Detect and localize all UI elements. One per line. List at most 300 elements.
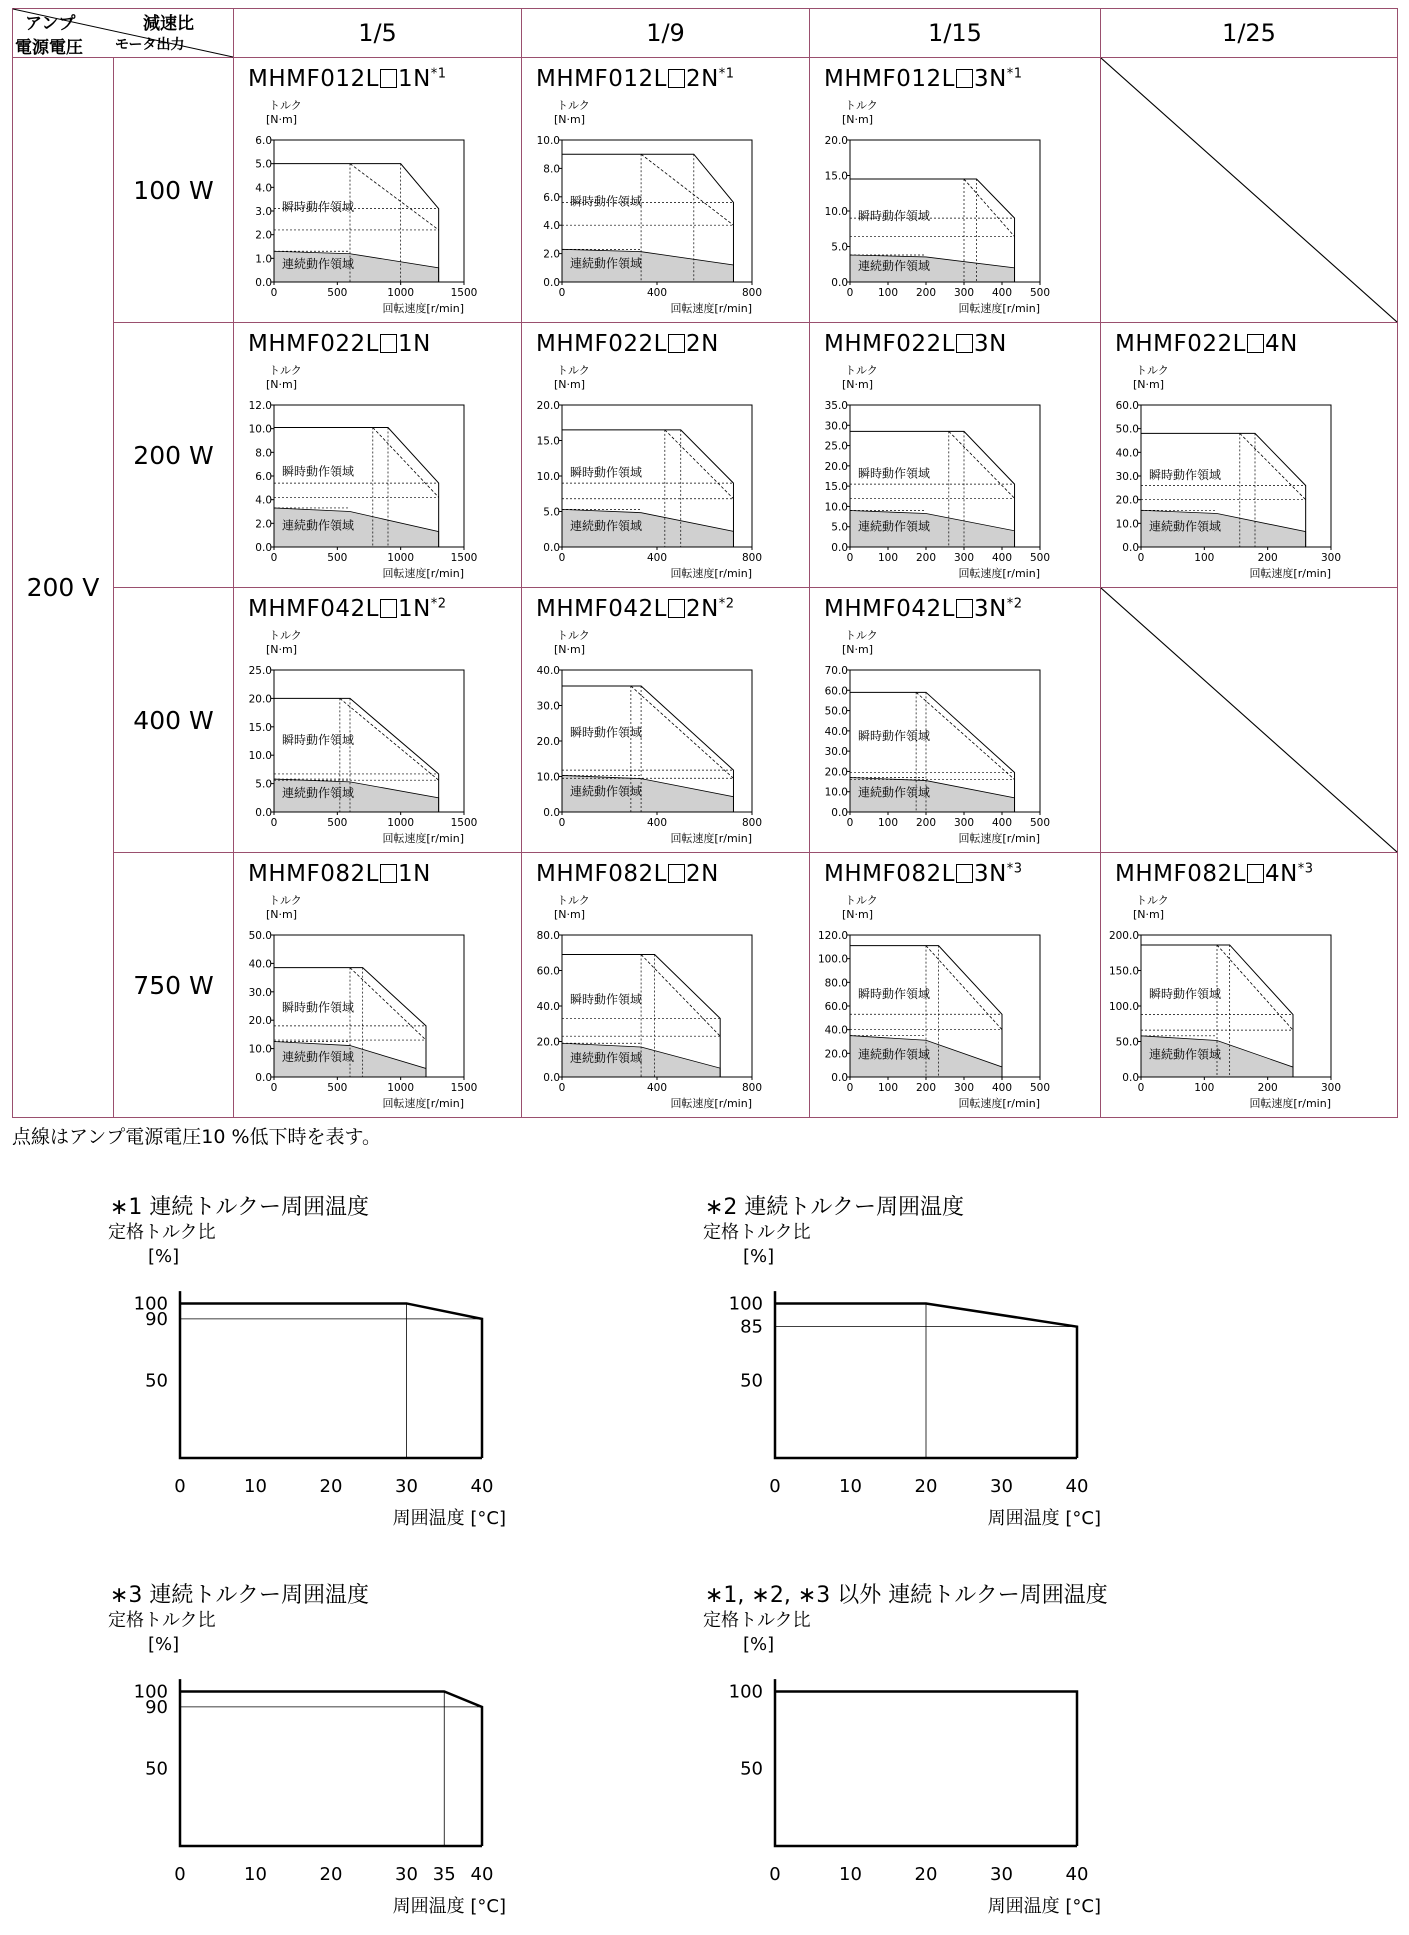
- y-tick-label: 50: [740, 1370, 763, 1392]
- corner-label-voltage: 電源電圧: [15, 38, 83, 58]
- derating-plot: [108, 1190, 550, 1529]
- y-tick-label: 40.0: [248, 958, 272, 971]
- rated-torque-line: [775, 1691, 1077, 1846]
- y-tick-label: 10.0: [536, 471, 560, 483]
- x-tick-label: 200: [915, 287, 937, 299]
- x-tick-label: 1000: [387, 287, 415, 299]
- x-axis-label: 回転速度[r/min]: [670, 832, 752, 845]
- placeholder-box-icon: [380, 864, 397, 883]
- x-tick-label: 400: [991, 817, 1013, 829]
- ratio-header: 1/9: [522, 9, 810, 58]
- x-tick-label: 30: [395, 1864, 418, 1885]
- y-tick-label: 6.0: [255, 135, 272, 147]
- y-axis-label: 定格トルク比: [108, 1222, 216, 1243]
- y-tick-label: 100.0: [817, 953, 848, 966]
- intermittent-boundary-dashed: [1240, 433, 1306, 499]
- y-tick-label: 0.0: [543, 542, 560, 554]
- placeholder-box-icon: [956, 334, 973, 353]
- y-tick-label: 50: [145, 1370, 168, 1392]
- power-label: 750 W: [114, 853, 234, 1118]
- y-axis-label: トルク: [269, 99, 302, 112]
- x-tick-label: 400: [646, 287, 668, 299]
- model-suffix: 3N: [973, 596, 1007, 622]
- x-tick-label: 300: [953, 287, 975, 299]
- x-tick-label: 20: [319, 1476, 343, 1497]
- x-tick-label: 30: [990, 1864, 1013, 1885]
- x-axis-label: 回転速度[r/min]: [1249, 567, 1331, 580]
- intermittent-boundary-dashed: [665, 430, 734, 499]
- speed-torque-chart: [234, 357, 504, 583]
- x-tick-label: 0: [846, 552, 854, 564]
- y-tick-label: 80.0: [824, 977, 848, 990]
- x-tick-label: 500: [327, 1082, 348, 1094]
- x-tick-label: 100: [877, 552, 899, 564]
- x-tick-label: 40: [470, 1864, 494, 1885]
- continuous-label: 連続動作領域: [858, 258, 931, 273]
- intermittent-label: 瞬時動作領域: [858, 987, 931, 1002]
- rated-torque-line: [180, 1691, 482, 1846]
- chart-cell: [234, 853, 522, 1118]
- y-tick-label: 0.0: [543, 277, 560, 289]
- x-tick-label: 500: [327, 817, 348, 829]
- y-tick-label: 0.0: [543, 807, 560, 819]
- continuous-label: 連続動作領域: [282, 257, 355, 272]
- intermittent-boundary-dashed: [350, 968, 426, 1040]
- x-tick-label: 100: [1194, 1082, 1215, 1094]
- y-tick-label: 10.0: [536, 135, 560, 147]
- y-axis-label: トルク: [1136, 364, 1169, 377]
- y-tick-label: 100.0: [1108, 1001, 1139, 1013]
- y-tick-label: 15.0: [536, 435, 560, 448]
- x-axis-label: 回転速度[r/min]: [382, 1097, 464, 1110]
- placeholder-box-icon: [668, 334, 685, 353]
- x-tick-label: 10: [839, 1864, 862, 1885]
- y-tick-label: 10.0: [248, 423, 272, 436]
- x-axis-label: 回転速度[r/min]: [382, 567, 464, 580]
- y-tick-label: 15.0: [824, 170, 848, 183]
- derating-title: ∗2 連続トルクー周囲温度: [705, 1195, 964, 1220]
- x-tick-label: 40: [1065, 1476, 1089, 1497]
- speed-torque-chart: [522, 622, 792, 848]
- y-tick-label: 100: [133, 1681, 168, 1703]
- chart-cell: [522, 853, 810, 1118]
- y-tick-label: 30.0: [248, 986, 272, 999]
- y-tick-label: 10.0: [1115, 518, 1139, 531]
- chart-cell: [1101, 58, 1398, 323]
- x-tick-label: 30: [395, 1476, 418, 1497]
- y-axis-label: 定格トルク比: [703, 1222, 811, 1243]
- chart-cell: [1101, 588, 1398, 853]
- y-tick-label: 3.0: [255, 206, 272, 218]
- continuous-label: 連続動作領域: [1149, 519, 1222, 534]
- x-tick-label: 200: [915, 552, 937, 564]
- y-axis-label: トルク: [557, 99, 590, 112]
- model-suffix: 2N: [685, 66, 719, 92]
- intermittent-label: 瞬時動作領域: [1149, 467, 1222, 482]
- intermittent-label: 瞬時動作領域: [282, 464, 355, 479]
- y-tick-label: 20.0: [248, 1015, 272, 1028]
- continuous-label: 連続動作領域: [282, 518, 355, 533]
- power-label: 100 W: [114, 58, 234, 323]
- derating-title: ∗3 連続トルクー周囲温度: [110, 1583, 369, 1608]
- intermittent-boundary-dashed: [1217, 945, 1293, 1030]
- model-name: [824, 66, 1023, 92]
- y-tick-label: 4.0: [543, 220, 560, 233]
- y-tick-label: 150.0: [1108, 965, 1139, 978]
- model-prefix: MHMF012L: [248, 66, 379, 92]
- y-tick-label: 20.0: [536, 736, 560, 748]
- y-axis-label: 定格トルク比: [108, 1610, 216, 1631]
- y-tick-label: 40.0: [824, 1024, 848, 1037]
- y-tick-label: 20.0: [824, 766, 848, 779]
- y-axis-unit: [N·m]: [554, 908, 586, 921]
- speed-torque-chart: [234, 622, 504, 848]
- corner-label-motor-output: モータ出力: [115, 37, 185, 53]
- model-suffix: 1N: [397, 861, 431, 887]
- y-tick-label: 10.0: [824, 501, 848, 514]
- x-tick-label: 40: [470, 1476, 494, 1497]
- x-tick-label: 500: [327, 287, 348, 299]
- x-axis-label: 回転速度[r/min]: [382, 302, 464, 315]
- x-tick-label: 200: [915, 817, 937, 829]
- x-tick-label: 40: [1065, 1864, 1089, 1885]
- x-tick-label: 0: [270, 817, 278, 829]
- model-name: [248, 861, 431, 887]
- chart-cell: [810, 323, 1101, 588]
- intermittent-boundary-dashed: [631, 686, 734, 778]
- chart-cell: [234, 58, 522, 323]
- x-axis-label: 回転速度[r/min]: [958, 832, 1040, 845]
- x-tick-label: 300: [953, 817, 975, 829]
- model-name: [536, 66, 735, 92]
- y-axis-label: トルク: [557, 894, 590, 907]
- x-axis-label: 回転速度[r/min]: [670, 302, 752, 315]
- speed-torque-chart: [810, 357, 1080, 583]
- y-axis-label: トルク: [845, 364, 878, 377]
- x-tick-label: 400: [646, 817, 668, 829]
- y-tick-label: 40.0: [824, 725, 848, 738]
- y-tick-label: 0.0: [831, 542, 848, 554]
- intermittent-label: 瞬時動作領域: [570, 992, 643, 1007]
- model-prefix: MHMF042L: [536, 596, 667, 622]
- model-suffix: 1N: [397, 331, 431, 357]
- model-suffix: 1N: [397, 66, 431, 92]
- x-tick-label: 0: [846, 287, 854, 299]
- model-suffix: 3N: [973, 331, 1007, 357]
- y-tick-label: 25.0: [824, 440, 848, 453]
- x-tick-label: 10: [839, 1476, 862, 1497]
- x-tick-label: 0: [846, 817, 854, 829]
- y-axis-unit: [N·m]: [266, 908, 298, 921]
- x-tick-label: 20: [914, 1476, 938, 1497]
- diagonal-line: [1101, 588, 1397, 852]
- y-tick-label: 0.0: [1122, 542, 1139, 554]
- derating-plot: [703, 1190, 1145, 1529]
- x-tick-label: 500: [1029, 552, 1051, 564]
- y-tick-label: 6.0: [543, 191, 560, 204]
- model-note: *1: [718, 66, 735, 82]
- x-axis-label: 回転速度[r/min]: [958, 1097, 1040, 1110]
- y-tick-label: 60.0: [824, 1001, 848, 1013]
- chart-cell: [810, 58, 1101, 323]
- x-tick-label: 10: [244, 1476, 267, 1497]
- derating-chart: [108, 1190, 530, 1529]
- derating-title: ∗1 連続トルクー周囲温度: [110, 1195, 369, 1220]
- intermittent-boundary-dashed: [350, 164, 439, 230]
- model-note: *3: [1006, 861, 1023, 877]
- model-prefix: MHMF042L: [824, 596, 955, 622]
- y-tick-label: 0.0: [831, 807, 848, 819]
- y-tick-label: 25.0: [248, 665, 272, 677]
- ratio-header: 1/15: [810, 9, 1101, 58]
- x-tick-label: 200: [915, 1082, 937, 1094]
- x-axis-label: 周囲温度 [°C]: [987, 1508, 1101, 1529]
- placeholder-box-icon: [380, 69, 397, 88]
- continuous-label: 連続動作領域: [858, 519, 931, 534]
- empty-cell-diagonal: [1101, 588, 1397, 852]
- intermittent-boundary-dashed: [641, 154, 733, 225]
- y-tick-label: 30.0: [824, 746, 848, 759]
- y-axis-unit: [%]: [148, 1246, 180, 1267]
- y-axis-unit: [%]: [743, 1634, 775, 1655]
- y-tick-label: 15.0: [248, 721, 272, 734]
- speed-torque-chart: [810, 92, 1080, 318]
- corner-label-ratio: 減速比: [143, 14, 194, 34]
- x-tick-label: 10: [244, 1864, 267, 1885]
- intermittent-boundary-dashed: [373, 427, 439, 497]
- model-prefix: MHMF042L: [248, 596, 379, 622]
- power-label: 400 W: [114, 588, 234, 853]
- y-axis-unit: [N·m]: [842, 113, 874, 126]
- y-tick-label: 5.0: [255, 158, 272, 171]
- intermittent-boundary-dashed: [916, 692, 1014, 779]
- model-prefix: MHMF012L: [536, 66, 667, 92]
- y-tick-label: 8.0: [543, 163, 560, 176]
- footnote: 点線はアンプ電源電圧10 %低下時を表す。: [12, 1126, 381, 1148]
- x-tick-label: 1500: [450, 1082, 478, 1094]
- model-name: [536, 331, 719, 357]
- intermittent-label: 瞬時動作領域: [858, 729, 931, 744]
- placeholder-box-icon: [956, 69, 973, 88]
- x-tick-label: 1500: [450, 287, 478, 299]
- chart-cell: [1101, 853, 1398, 1118]
- y-tick-label: 120.0: [817, 930, 848, 942]
- y-tick-label: 5.0: [831, 521, 848, 534]
- x-tick-label: 400: [991, 287, 1013, 299]
- x-tick-label: 300: [953, 1082, 975, 1094]
- x-tick-label: 1500: [450, 552, 478, 564]
- derating-plot: [108, 1578, 550, 1917]
- model-prefix: MHMF022L: [536, 331, 667, 357]
- y-axis-unit: [N·m]: [842, 378, 874, 391]
- x-tick-label: 0: [174, 1476, 186, 1497]
- table-corner-cell: [13, 9, 234, 58]
- x-axis-label: 回転速度[r/min]: [1249, 1097, 1331, 1110]
- y-tick-label: 5.0: [255, 778, 272, 791]
- chart-cell: [522, 323, 810, 588]
- x-tick-label: 0: [846, 1082, 854, 1094]
- speed-torque-chart: [522, 357, 792, 583]
- y-tick-label: 60.0: [824, 685, 848, 698]
- intermittent-label: 瞬時動作領域: [282, 732, 355, 747]
- speed-torque-chart: [1101, 887, 1371, 1113]
- x-tick-label: 500: [327, 552, 348, 564]
- y-tick-label: 90: [145, 1696, 168, 1718]
- model-name: [824, 861, 1023, 887]
- y-axis-unit: [N·m]: [1133, 908, 1165, 921]
- model-prefix: MHMF082L: [824, 861, 955, 887]
- derating-chart: [108, 1578, 530, 1917]
- x-tick-label: 35: [432, 1864, 456, 1885]
- x-tick-label: 100: [877, 287, 899, 299]
- x-tick-label: 400: [646, 552, 668, 564]
- y-axis-unit: [N·m]: [842, 908, 874, 921]
- x-axis-label: 回転速度[r/min]: [670, 1097, 752, 1110]
- x-axis-label: 周囲温度 [°C]: [987, 1896, 1101, 1917]
- x-axis-label: 回転速度[r/min]: [382, 832, 464, 845]
- y-tick-label: 20.0: [536, 400, 560, 412]
- y-tick-label: 80.0: [536, 930, 560, 942]
- x-tick-label: 800: [741, 817, 763, 829]
- x-tick-label: 0: [558, 287, 566, 299]
- model-prefix: MHMF022L: [1115, 331, 1246, 357]
- x-tick-label: 0: [1137, 1082, 1145, 1094]
- chart-cell: [234, 588, 522, 853]
- x-tick-label: 300: [1320, 1082, 1342, 1094]
- x-tick-label: 0: [558, 817, 566, 829]
- placeholder-box-icon: [380, 334, 397, 353]
- y-tick-label: 0.0: [543, 1072, 560, 1084]
- intermittent-boundary-dashed: [340, 698, 439, 780]
- y-tick-label: 30.0: [536, 700, 560, 713]
- y-tick-label: 70.0: [824, 665, 848, 677]
- y-tick-label: 200.0: [1108, 930, 1139, 942]
- y-tick-label: 20.0: [824, 460, 848, 473]
- x-tick-label: 100: [1194, 552, 1215, 564]
- speed-torque-chart: [810, 887, 1080, 1113]
- placeholder-box-icon: [956, 599, 973, 618]
- model-prefix: MHMF082L: [1115, 861, 1246, 887]
- placeholder-box-icon: [956, 864, 973, 883]
- model-prefix: MHMF082L: [536, 861, 667, 887]
- chart-cell: [810, 588, 1101, 853]
- intermittent-label: 瞬時動作領域: [282, 200, 355, 214]
- x-tick-label: 100: [877, 817, 899, 829]
- corner-label-amp: アンプ: [25, 14, 76, 34]
- y-tick-label: 10.0: [248, 750, 272, 763]
- intermittent-label: 瞬時動作領域: [858, 209, 931, 224]
- model-suffix: 3N: [973, 861, 1007, 887]
- y-tick-label: 1.0: [255, 253, 272, 266]
- ratio-header: 1/25: [1101, 9, 1398, 58]
- model-note: *1: [1006, 66, 1023, 82]
- axes: [180, 1679, 482, 1846]
- y-tick-label: 4.0: [255, 182, 272, 195]
- model-name: [536, 861, 719, 887]
- y-tick-label: 2.0: [255, 229, 272, 242]
- intermittent-label: 瞬時動作領域: [570, 194, 643, 209]
- y-axis-label: トルク: [269, 894, 302, 907]
- x-tick-label: 0: [558, 552, 566, 564]
- model-suffix: 2N: [685, 596, 719, 622]
- y-axis-unit: [N·m]: [1133, 378, 1165, 391]
- intermittent-boundary-dashed: [949, 431, 1015, 498]
- x-tick-label: 500: [1029, 817, 1051, 829]
- y-axis-label: トルク: [845, 629, 878, 642]
- x-tick-label: 0: [1137, 552, 1145, 564]
- x-tick-label: 20: [319, 1864, 343, 1885]
- x-tick-label: 1000: [387, 817, 415, 829]
- x-axis-label: 回転速度[r/min]: [958, 567, 1040, 580]
- y-tick-label: 15.0: [824, 481, 848, 494]
- x-tick-label: 0: [558, 1082, 566, 1094]
- y-tick-label: 0.0: [831, 277, 848, 289]
- y-axis-unit: [N·m]: [554, 643, 586, 656]
- model-suffix: 3N: [973, 66, 1007, 92]
- y-tick-label: 20.0: [248, 693, 272, 706]
- derating-title: ∗1, ∗2, ∗3 以外 連続トルクー周囲温度: [705, 1583, 1108, 1608]
- model-prefix: MHMF012L: [824, 66, 955, 92]
- placeholder-box-icon: [668, 69, 685, 88]
- speed-torque-chart: [522, 887, 792, 1113]
- y-tick-label: 5.0: [831, 241, 848, 254]
- intermittent-label: 瞬時動作領域: [1149, 986, 1222, 1001]
- speed-torque-chart: [234, 92, 504, 318]
- continuous-label: 連続動作領域: [570, 256, 643, 271]
- ratio-header: 1/5: [234, 9, 522, 58]
- axes: [775, 1679, 1077, 1846]
- chart-cell: [522, 58, 810, 323]
- y-axis-label: トルク: [1136, 894, 1169, 907]
- x-tick-label: 500: [1029, 287, 1051, 299]
- model-note: *1: [430, 66, 447, 82]
- x-axis-label: 回転速度[r/min]: [670, 567, 752, 580]
- y-tick-label: 10.0: [824, 786, 848, 799]
- x-tick-label: 0: [769, 1476, 781, 1497]
- x-axis-label: 回転速度[r/min]: [958, 302, 1040, 315]
- continuous-label: 連続動作領域: [570, 519, 643, 534]
- y-tick-label: 100: [728, 1681, 763, 1703]
- model-name: [1115, 861, 1314, 887]
- y-tick-label: 40.0: [536, 665, 560, 677]
- x-tick-label: 800: [741, 552, 763, 564]
- y-tick-label: 20.0: [824, 1048, 848, 1061]
- model-note: *2: [1006, 596, 1023, 612]
- y-tick-label: 20.0: [1115, 494, 1139, 507]
- y-tick-label: 0.0: [1122, 1072, 1139, 1084]
- empty-cell-diagonal: [1101, 58, 1397, 322]
- y-tick-label: 20.0: [824, 135, 848, 147]
- y-tick-label: 50.0: [1115, 1036, 1139, 1049]
- y-tick-label: 100: [133, 1293, 168, 1315]
- y-axis-unit: [%]: [743, 1246, 775, 1267]
- continuous-label: 連続動作領域: [858, 1047, 931, 1062]
- intermittent-boundary-dashed: [641, 955, 720, 1037]
- continuous-label: 連続動作領域: [282, 786, 355, 801]
- rated-torque-line: [180, 1303, 482, 1458]
- model-name: [248, 596, 447, 622]
- model-prefix: MHMF022L: [248, 331, 379, 357]
- y-tick-label: 50.0: [824, 705, 848, 718]
- power-label: 200 W: [114, 323, 234, 588]
- y-tick-label: 90: [145, 1308, 168, 1330]
- y-axis-label: トルク: [557, 364, 590, 377]
- x-tick-label: 800: [741, 287, 763, 299]
- y-tick-label: 50: [145, 1758, 168, 1780]
- y-tick-label: 85: [740, 1316, 763, 1338]
- placeholder-box-icon: [1247, 864, 1264, 883]
- y-tick-label: 0.0: [255, 277, 272, 289]
